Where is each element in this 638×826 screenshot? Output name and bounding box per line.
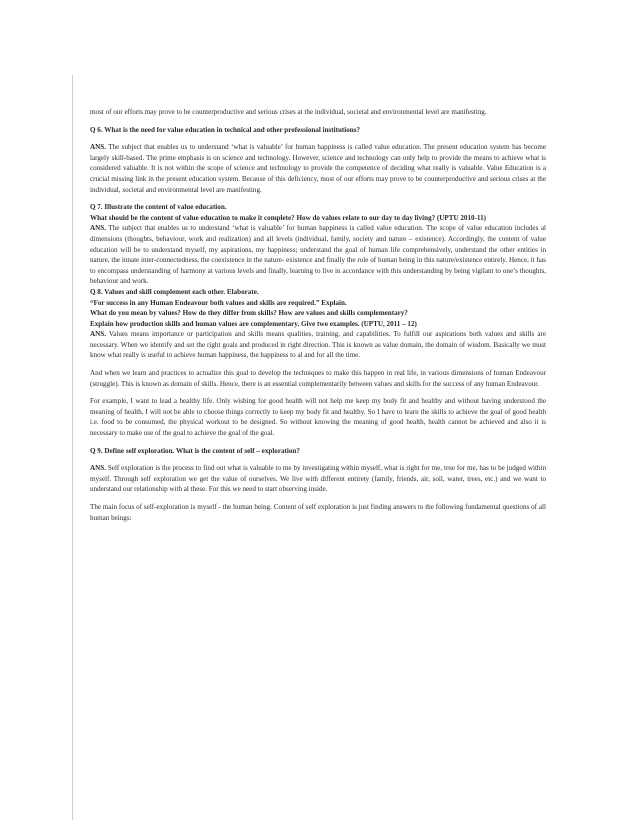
answer-text: The subject that enables us to understand ‘what is valuable’ for human happiness is called value education. The present education system has become largely skill-based. The prime emphasis is on science and technology. However, science and technology can only help to provide the means to achieve what is considered valuable. It is not within the scope of science and technology to provide the competence of deciding what really is valuable. Value Education is a crucial missing link in the present education system. Because of this deficiency, most of our efforts may prove to be counterproductive and serious crises at the individual, societal and environmental level are manifesting.: [90, 143, 546, 194]
body-paragraph: most of our efforts may prove to be counterproductive and serious crises at the individual, societal and environmental level are manifesting.: [90, 108, 487, 116]
answer-paragraph: [90, 463, 546, 495]
answer-label: ANS.: [90, 464, 106, 473]
question-heading: What should be the content of value education to make it complete? How do values relate to our day to day living? (UPTU 2010-11): [90, 213, 486, 222]
answer-paragraph: [90, 142, 546, 195]
question-heading: Q 9. Define self exploration. What is the content of self – exploration?: [90, 446, 300, 455]
document-page: [90, 107, 546, 530]
body-paragraph: For example, I want to lead a healthy life. Only wishing for good health will not help me keep my body fit and healthy and without having understood the meaning of health, I will not be able to choose things correctly to keep my body fit and healthy. So I have to learn the skills to achieve the goal of good health i.e. food to be consumed, the physical workout to be designed. So without knowing the meaning of good health, health cannot be achieved and also it is necessary to make use of the goal to achieve the goal of the goal.: [90, 397, 546, 438]
answer-paragraph: [90, 329, 546, 361]
answer-text: The subject that enables us to understand ‘what is valuable’ for human happiness is called value education. The scope of value education includes al dimensions (thoughts, behaviour, work and realization) and all levels (individual, family, society and nature – existence). Accordingly, the content of value education will be to understand myself, my aspirations, my happiness; understand the goal of human life comprehensively, understand the other entities in nature, the innate inter-connectedness, the coexistence in the nature- existence and finally the role of human being in this nature/existence entirely. Hence, it has to encompass understanding of harmony at various levels and finally, learning to live in accordance with this understanding by being vigilant to one’s thoughts, behaviour and work.: [90, 224, 546, 286]
question-heading: Q 6. What is the need for value education in technical and other professional institutions?: [90, 125, 361, 134]
answer-paragraph: [90, 223, 546, 287]
answer-label: ANS.: [90, 330, 106, 339]
answer-text: Values means importance or participation and skills means qualities, training, and capabilities. To fulfill our aspirations both values and skills are necessary. When we identify and set the right goals and produced in right direction. This is known as value domain, the domain of wisdom. Basically we must know what really is useful to achieve human happiness, the happiness to al and for all the time.: [90, 330, 546, 360]
question-heading: Q 8. Values and skill complement each other. Elaborate.: [90, 287, 259, 296]
question-heading: Q 7. Illustrate the content of value education.: [90, 203, 227, 212]
question-heading: Explain how production skills and human values are complementary. Give two examples. (UPTU, 2011 – 12): [90, 319, 417, 328]
answer-label: ANS.: [90, 143, 106, 152]
question-heading: “For success in any Human Endeavour both values and skills are required.” Explain.: [90, 298, 347, 307]
page-left-edge: [72, 75, 73, 820]
body-paragraph: The main focus of self-exploration is myself - the human being. Content of self exploration is just finding answers to the following fundamental questions of all human beings:: [90, 503, 546, 522]
body-paragraph: And when we learn and practices to actualize this goal to develop the techniques to make this happen in real life, in various dimensions of human Endeavour (struggle). This is known as domain of skills. Hence, there is an essential complementarily between values and skills for the success of any human Endeavour.: [90, 369, 546, 388]
question-heading: What do you mean by values? How do they differ from skills? How are values and skills complementary?: [90, 309, 408, 318]
answer-label: ANS.: [90, 224, 106, 233]
answer-text: Self exploration is the process to find out what is valuable to me by investigating within myself, what is right for me, true for me, has to be judged within myself. Through self exploration we get the value of ourselves. We live with different entirety (family, friends, air, soil, water, trees, etc.) and we want to understand our relationship with al these. For this we need to start observing inside.: [90, 464, 546, 494]
